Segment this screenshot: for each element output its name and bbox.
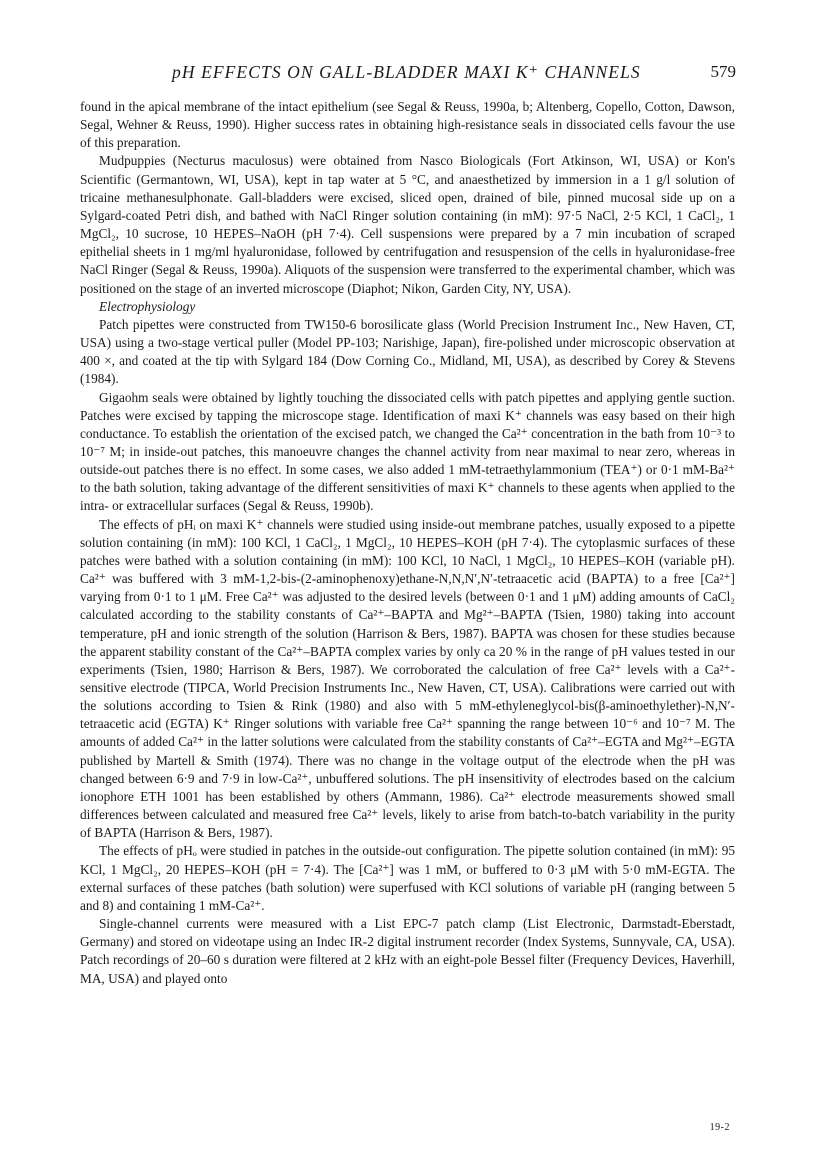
page-header [0, 62, 816, 88]
paragraph-recording: Single-channel currents were measured with a List EPC-7 patch clamp (List Electronic, Darmstadt-Eberstadt, Germany) and stored on videotape using an Indec IR-2 digital instrument recorder (Index Systems, Sunnyvale, CA, USA). Patch recordings of 20–60 s duration were filtered at 2 kHz with an eight-pole Bessel filter (Frequency Devices, Haverhill, MA, USA) and played onto [80, 916, 735, 986]
paragraph-continued: found in the apical membrane of the intact epithelium (see Segal & Reuss, 1990a, b; Altenberg, Copello, Cotton, Dawson, Segal, Wehner & Reuss, 1990). Higher success rates in obtaining high-resistance seals in dissociated cells favour the use of this preparation. [80, 99, 735, 151]
paragraph-seals: Gigaohm seals were obtained by lightly touching the dissociated cells with patch pipettes and applying gentle suction. Patches were excised by tapping the microscope stage. Identification of maxi K⁺ channels was easy based on their high conductance. To establish the orientation of the excised patch, we changed the Ca²⁺ concentration in the bath from 10⁻³ to 10⁻⁷ M; in inside-out patches, this manoeuvre changes the channel activity from near maximal to near zero, whereas in outside-out patches there is no effect. In some cases, we also added 1 mM-tetraethylammonium (TEA⁺) or 0·1 mM-Ba²⁺ to the bath solution, taking advantage of the different sensitivities of maxi K⁺ channels to these agents when applied to the intra- or extracellular surfaces (Segal & Reuss, 1990b). [80, 389, 735, 514]
signature-mark: 19-2 [709, 1122, 730, 1133]
paragraph-pho-effects: The effects of pHₒ were studied in patches in the outside-out configuration. The pipette solution contained (in mM): 95 KCl, 1 MgCl₂, 20 HEPES–KOH (pH = 7·4). The [Ca²⁺] was 1 mM, or buffered to 0·3 μM with 5·0 mM-EGTA. The external surfaces of these patches (bath solution) were superfused with KCl solutions of variable pH (ranging between 5 and 8) and containing 1 mM-Ca²⁺. [80, 843, 735, 913]
section-heading: Electrophysiology [99, 298, 196, 314]
paragraph-animals: Mudpuppies (Necturus maculosus) were obtained from Nasco Biologicals (Fort Atkinson, WI, USA) or Kon's Scientific (Germantown, WI, USA), kept in tap water at 5 °C, and anaesthetized by immersion in a 1 g/l solution of tricaine methanesulphonate. Gall-bladders were excised, sliced open, drained of bile, pinned mucosal side up on a Sylgard-coated Petri dish, and bathed with NaCl Ringer solution containing (in mM): 97·5 NaCl, 2·5 KCl, 1 CaCl₂, 1 MgCl₂, 10 sucrose, 10 HEPES–NaOH (pH 7·4). Cell suspensions were prepared by a 7 min incubation of scraped epithelial sheets in 1 mg/ml hyaluronidase, followed by centrifugation and resuspension of the cells in hyaluronidase-free NaCl Ringer (Segal & Reuss, 1990a). Aliquots of the suspension were transferred to the experimental chamber, which was positioned on the stage of an inverted microscope (Diaphot; Nikon, Garden City, NY, USA). [80, 153, 735, 296]
paragraph-pipettes: Patch pipettes were constructed from TW150-6 borosilicate glass (World Precision Instrument Inc., New Haven, CT, USA) using a two-stage vertical puller (Model PP-103; Narishige, Japan), fire-polished under microscopic observation at 400 ×, and coated at the tip with Sylgard 184 (Dow Corning Co., Midland, MI, USA), as described by Corey & Stevens (1984). [80, 316, 735, 387]
paragraph-phi-effects: The effects of pHᵢ on maxi K⁺ channels were studied using inside-out membrane patches, usually exposed to a pipette solution containing (in mM): 100 KCl, 1 CaCl₂, 1 MgCl₂, 10 HEPES–KOH (pH 7·4). The cytoplasmic surfaces of these patches were bathed with a solution containing (in mM): 100 KCl, 10 NaCl, 1 MgCl₂, 10 HEPES–KOH (variable pH). Ca²⁺ was buffered with 3 mM-1,2-bis-(2-aminophenoxy)ethane-N,N,N′,N′-tetraacetic acid (BAPTA) to a free [Ca²⁺] varying from 0·1 to 1 μM. Free Ca²⁺ was adjusted to the desired levels (between 0·1 and 1 μM) adding amounts of CaCl₂ calculated according to the stability constants of Ca²⁺–BAPTA and Mg²⁺–BAPTA (Tsien, 1980) taking into account temperature, pH and ionic strength of the solution (Harrison & Bers, 1987). BAPTA was chosen for these studies because the apparent stability constant of the Ca²⁺–BAPTA complex varies by only ca 20 % in the range of pH values tested in our experiments (Tsien, 1980; Harrison & Bers, 1987). We corroborated the calculation of free Ca²⁺ levels with a Ca²⁺-sensitive electrode (TIPCA, World Precision Instruments Inc., New Haven, CT, USA). Calibrations were carried out with the solutions according to Tsien & Rink (1980) and also with 5 mM-ethyleneglycol-bis(β-aminoethylether)-N,N′-tetraacetic acid (EGTA) K⁺ Ringer solutions with variable free Ca²⁺ spanning the range between 10⁻⁶ and 10⁻⁷ M. The amounts of added Ca²⁺ in the latter solutions were calculated from the stability constants of Ca²⁺–EGTA and Mg²⁺–EGTA published by Martell & Smith (1974). There was no change in the voltage output of the electrode when the pH was changed between 6·9 and 7·9 in low-Ca²⁺, unbuffered solutions. The pH insensitivity of electrodes based on the calcium ionophore ETH 1001 has been established by others (Ammann, 1986). Ca²⁺ electrode measurements showed small differences between calculated and measured free Ca²⁺ levels, likely to arise from batch-to-batch variability in the purity of BAPTA (Harrison & Bers, 1987). [80, 516, 735, 841]
article-body [80, 98, 735, 988]
page-number: 579 [710, 62, 736, 81]
running-title: pH EFFECTS ON GALL-BLADDER MAXI K⁺ CHANNELS [172, 62, 641, 82]
